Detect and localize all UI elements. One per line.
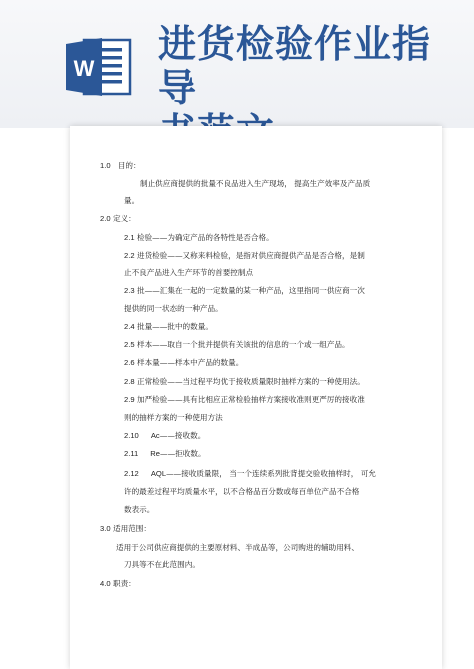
section-1-heading: 1.0 目的： xyxy=(100,161,141,170)
section-1-text: 制止供应商提供的批量不良品进入生产现场， 提高生产效率及产品质 xyxy=(140,179,371,188)
definition-2-8: 2.8 正常检验——当过程平均优于接收质量限时抽样方案的一种使用法。 xyxy=(124,377,365,386)
section-3-text-cont: 刀具等不在此范围内。 xyxy=(124,560,200,569)
definition-2-2-cont: 止不良产品进入生产环节的首要控制点 xyxy=(124,268,254,277)
definition-2-6: 2.6 样本量——样本中产品的数量。 xyxy=(124,358,244,367)
section-2-heading: 2.0 定义： xyxy=(100,214,136,223)
definition-2-11: 2.11 Re——拒收数。 xyxy=(124,449,206,458)
document-page xyxy=(70,126,442,669)
definition-2-9-cont: 则的抽样方案的一种使用方法 xyxy=(124,413,223,422)
definition-2-4: 2.4 批量——批中的数量。 xyxy=(124,322,213,331)
definition-2-3-cont: 提供的同一状态的一种产品。 xyxy=(124,304,223,313)
title-line-1: 进货检验作业指导 xyxy=(158,22,432,110)
svg-text:W: W xyxy=(73,56,95,81)
section-1-text-cont: 量。 xyxy=(124,196,140,205)
definition-2-12: 2.12 AQL——接收质量限， 当一个连续系列批背提交验收抽样时， 可允 xyxy=(124,469,376,478)
definition-2-10: 2.10 Ac——接收数。 xyxy=(124,431,206,440)
definition-2-12-cont: 许的最差过程平均质量水平，以不合格品百分数或每百单位产品不合格 xyxy=(124,487,360,496)
definition-2-1: 2.1 检验——为确定产品的各特性是否合格。 xyxy=(124,233,274,242)
document-body xyxy=(70,126,442,669)
section-3-heading: 3.0 适用范围： xyxy=(100,524,151,533)
section-4-heading: 4.0 职责： xyxy=(100,579,136,588)
header-banner xyxy=(0,0,474,128)
word-document-icon xyxy=(62,34,136,100)
definition-2-3: 2.3 批——汇集在一起的一定数量的某一种产品，这里指同一供应商一次 xyxy=(124,286,365,295)
definition-2-12-cont-2: 数表示。 xyxy=(124,505,155,514)
definition-2-5: 2.5 样本——取自一个批并提供有关该批的信息的一个或一组产品。 xyxy=(124,340,350,349)
section-3-text: 适用于公司供应商提供的主要原材料、半成品等，公司购进的辅助用料、 xyxy=(116,543,359,552)
definition-2-9: 2.9 加严检验——具有比相应正常检验抽样方案接收准则更严厉的接收准 xyxy=(124,395,365,404)
definition-2-2: 2.2 进货检验——又称来料检验，是指对供应商提供产品是否合格，是制 xyxy=(124,251,365,260)
